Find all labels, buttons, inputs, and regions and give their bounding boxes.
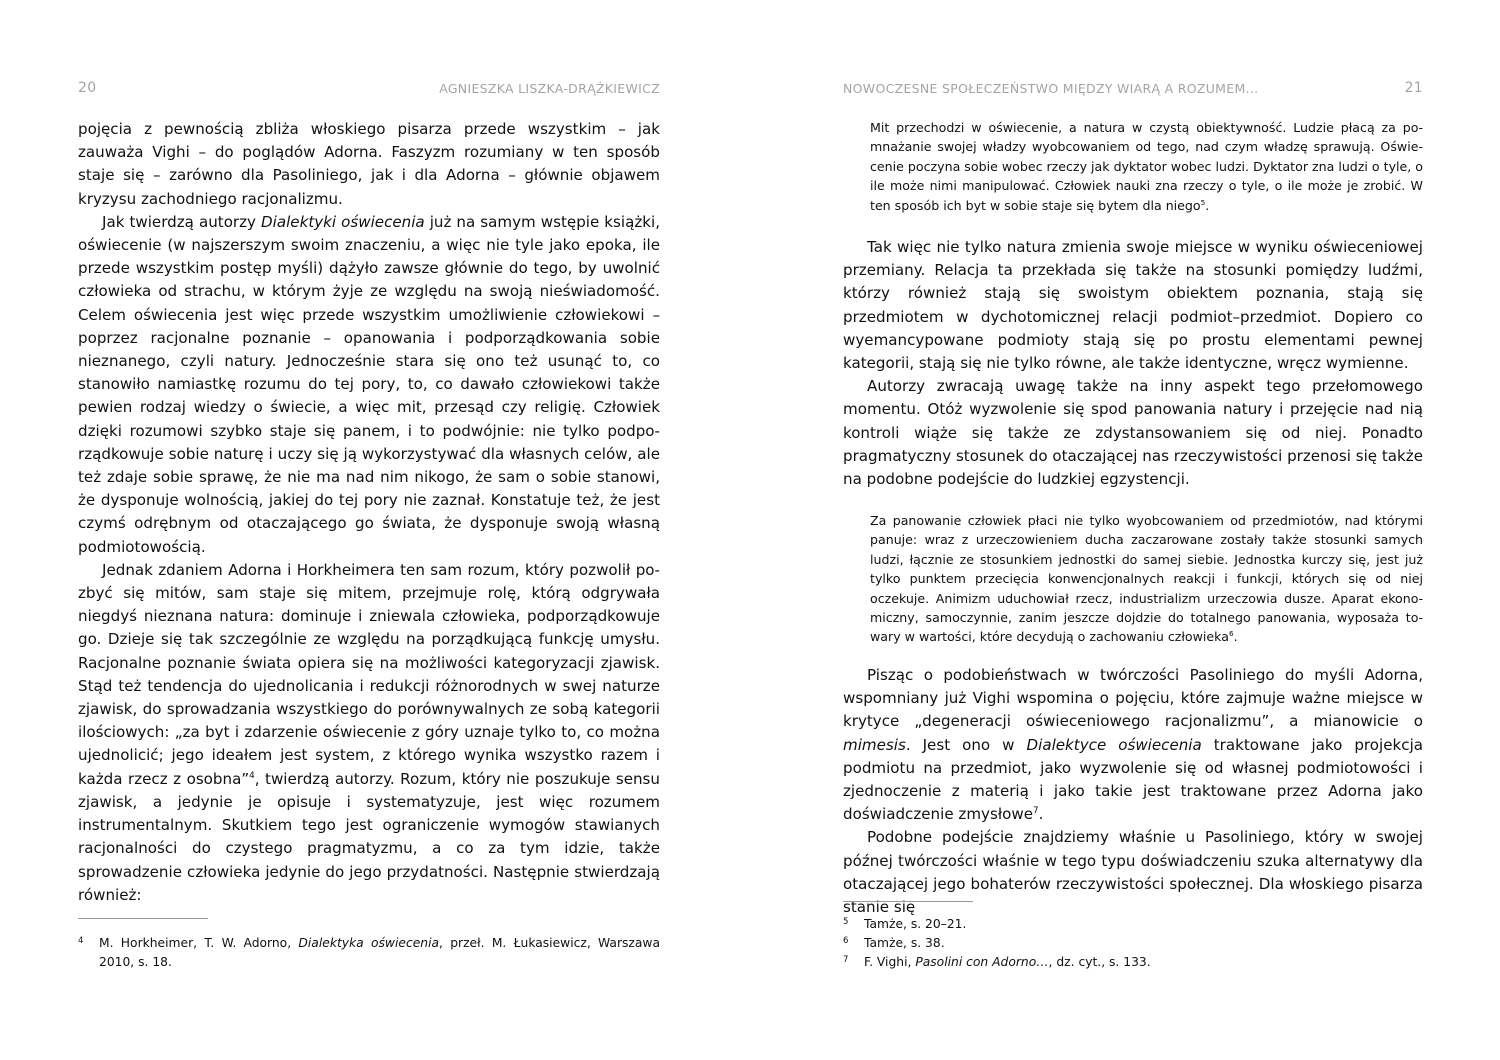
italic-title: Dialektyka oświecenia [298, 936, 440, 950]
block-quote-top [870, 118, 1423, 215]
paragraph [843, 375, 1423, 491]
left-running-title: AGNIESZKA LISZKA-DRĄŻKIEWICZ [439, 81, 660, 96]
text-run: Mit przechodzi w oświecenie, a natura w czystą obiektywność. Ludzie płacą za pomnażanie swojej władzy wyobcowaniem od tego, nad czym władzę sprawują. Oświecenie poczyna sobie wobec rzeczy jak dyktator wobec ludzi. Dyktator zna ludzi o tyle, o ile może nimi manipulować. Człowiek nauki zna rzeczy o tyle, o ile może je zrobić. W ten sposób ich byt w sobie staje się bytem dla niego [870, 120, 1423, 213]
text-run: Podobne podejście znajdziemy właśnie u Pasoliniego, który w swojej późnej twórczości właśnie w tego typu doświadczeniu szuka alternatywy dla otaczającej jego bohaterów rzeczywistości społecznej. Dla włoskiego pisarza stanie się [843, 828, 1423, 917]
footnote-ref: 7 [1032, 806, 1039, 817]
text-run: już na samym wstępie książki, oświecenie (w najszerszym swoim znaczeniu, a więc nie tyle jako epoka, ile przede wszystkim postęp myśli) dążyło zawsze głównie do tego, by uwolnić człowieka od strachu, w którym żyje ze względu na swoją nieświadomość. Celem oświecenia jest więc przede wszystkim umożliwienie człowiekowi – poprzez racjonalne poznanie – opanowania i podporządkowania sobie nieznanego, czyli natury. Jednocześnie stara się ono też usunąć to, co stanowiło namiastkę rozumu do tej pory, to, co dawało człowiekowi także pewien rodzaj wiedzy o świecie, a więc mit, przesąd czy religię. Człowiek dzięki rozumowi szybko staje się panem, i to podwójnie: nie tylko podporządkowuje sobie naturę i uczy się ją wykorzystywać dla własnych celów, ale też zdaje sobie sprawę, że nie ma nad nim nikogo, że sam o sobie stanowi, że dysponuje wolnością, jakiej do tej pory nie zaznał. Konstatuje też, że jest czymś odrębnym od otaczającego go świata, że dysponuje swoją własną podmiotowością. [78, 212, 660, 556]
right-footnotes [843, 915, 1423, 972]
text-run: Za panowanie człowiek płaci nie tylko wyobcowaniem od przedmiotów, nad którymi panuje: wraz z urzeczowieniem ducha zaczarowane zostały także stosunki samych ludzi, łącznie ze stosunkiem jednostki do samej siebie. Jednostka kurczy się, jest już tylko punktem przecięcia konwencjonalnych reakcji i funkcji, których się od niej oczekuje. Animizm uduchowiał rzecz, industrializm urzeczowia dusze. Aparat ekonomiczny, samoczynnie, zanim jeszcze dojdzie do totalnego panowania, wyposaża towary w wartości, które decydują o zachowaniu człowieka [870, 513, 1423, 645]
right-running-title: NOWOCZESNE SPOŁECZEŃSTWO MIĘDZY WIARĄ A ROZUMEM... [843, 81, 1259, 96]
italic-title: Dialektyki oświecenia [261, 212, 425, 231]
right-body-text-bottom [843, 664, 1423, 919]
text-run: Jak twierdzą autorzy [102, 212, 262, 231]
footnote [78, 934, 660, 972]
left-body-text [78, 118, 660, 907]
text-run: Tak więc nie tylko natura zmienia swoje miejsce w wyniku oświeceniowej przemiany. Relacja ta przekłada się także na stosunki pomiędzy ludźmi, którzy również stają się swoistym obiektem poznania, stają się przedmiotem w dychotomicznej relacji podmiot–przedmiot. Dopiero co wyemancypowane podmioty stają się po prostu elementami pewnej kategorii, stają się nie tylko równe, ale także identyczne, wręcz wymienne. [843, 238, 1423, 373]
left-running-head [78, 80, 660, 98]
text-run: . [1038, 805, 1044, 824]
block-quote-text [870, 118, 1423, 215]
right-footnote-rule [843, 901, 973, 902]
paragraph [843, 664, 1423, 826]
right-page-number: 21 [1404, 80, 1423, 96]
footnote-ref: 4 [249, 770, 255, 781]
italic-title: Pasolini con Adorno… [915, 955, 1049, 969]
footnote-number: 4 [78, 936, 84, 946]
footnote-number: 7 [843, 955, 849, 965]
paragraph [843, 826, 1423, 919]
footnote-number: 6 [843, 936, 849, 946]
text-run: . [1205, 197, 1210, 213]
footnote-number: 5 [843, 917, 849, 927]
text-run: , przeł. M. Łukasiewicz, Warszawa 2010, s. 18. [99, 936, 661, 969]
text-run: Tamże, s. 38. [864, 936, 945, 950]
text-run: M. Horkheimer, T. W. Adorno, [99, 936, 299, 950]
footnote-ref: 6 [1228, 629, 1234, 639]
footnote [843, 953, 1423, 972]
text-run: F. Vighi, [864, 955, 916, 969]
left-footnote-rule [78, 918, 208, 919]
footnote-ref: 5 [1200, 197, 1206, 207]
right-page [843, 0, 1423, 1060]
text-run: . [1233, 629, 1238, 645]
right-body-text-middle [843, 236, 1423, 491]
paragraph [78, 118, 660, 211]
paragraph [78, 211, 660, 559]
text-run: , twierdzą autorzy. Rozum, który nie poszukuje sensu zjawisk, a jedynie je opisuje i systematyzuje, jest więc rozumem instrumentalnym. Skutkiem tego jest ograniczenie wymogów stawianych racjonalności do czystego pragmatyzmu, a co za tym idzie, także sprowadzenie człowieka jedynie do jego przydatności. Następnie stwierdzają również: [78, 769, 660, 904]
text-run: traktowane jako projekcja podmiotu na przedmiot, jako wyzwolenie się od własnej podmiotowości i zjednoczenie z materią i jako takie jest traktowane przez Adorna jako doświadczenie zmysłowe [843, 735, 1424, 824]
text-run: Jednak zdaniem Adorna i Horkheimera ten sam rozum, który pozwolił pozbyć się mitów, sam staje się mitem, przejmuje rolę, którą odgrywała niegdyś nieznana natura: dominuje i zniewala człowieka, podporządkowuje go. Dzieje się tak szczególnie ze względu na porządkującą funkcję umysłu. Racjonalne poznanie świata opiera się na możliwości kategoryzacji zjawisk. Stąd też tendencja do ujednolicania i redukcji różnorodnych w swej naturze zjawisk, do sprowadzania wszystkiego do porównywalnych ze sobą kategorii ilościowych: „za byt i zdarzenie oświecenie z góry uznaje tylko to, co można ujednolicić; jego ideałem jest system, z którego wynika wszystko razem i każda rzecz z osobna” [78, 560, 660, 788]
paragraph [78, 559, 660, 907]
text-run: . Jest ono w [905, 735, 1027, 754]
italic-title: Dialektyce oświecenia [1026, 735, 1202, 754]
text-run: , dz. cyt., s. 133. [1048, 955, 1151, 969]
block-quote-text [870, 511, 1423, 647]
paragraph [843, 236, 1423, 375]
block-quote-middle [870, 511, 1423, 647]
right-running-head [843, 80, 1423, 98]
footnote [843, 915, 1423, 934]
text-run: pojęcia z pewnością zbliża włoskiego pisarza przede wszystkim – jak zauważa Vighi – do poglądów Adorna. Faszyzm rozumiany w ten sposób staje się – zarówno dla Pasoliniego, jak i dla Adorna – głównie objawem kryzysu zachodniego racjonalizmu. [78, 120, 660, 208]
left-page-number: 20 [78, 80, 97, 96]
left-footnotes [78, 934, 660, 972]
footnote [843, 934, 1423, 953]
text-run: Autorzy zwracają uwagę także na inny aspekt tego przełomowego momentu. Otóż wyzwolenie się spod panowania natury i przejęcie nad nią kontroli wiąże się także ze zdystansowaniem się od niej. Ponadto pragmatyczny stosunek do otaczającej nas rzeczywistości przenosi się także na podobne podejście do ludzkiej egzystencji. [843, 377, 1423, 489]
italic-title: mimesis [843, 735, 906, 754]
text-run: Pisząc o podobieństwach w twórczości Pasoliniego do myśli Adorna, wspomniany już Vighi wspomina o pojęciu, które zajmuje ważne miejsce w krytyce „degeneracji oświeceniowego racjonalizmu”, a mianowicie o [843, 666, 1423, 731]
text-run: Tamże, s. 20–21. [864, 917, 967, 931]
left-page [78, 0, 660, 1060]
